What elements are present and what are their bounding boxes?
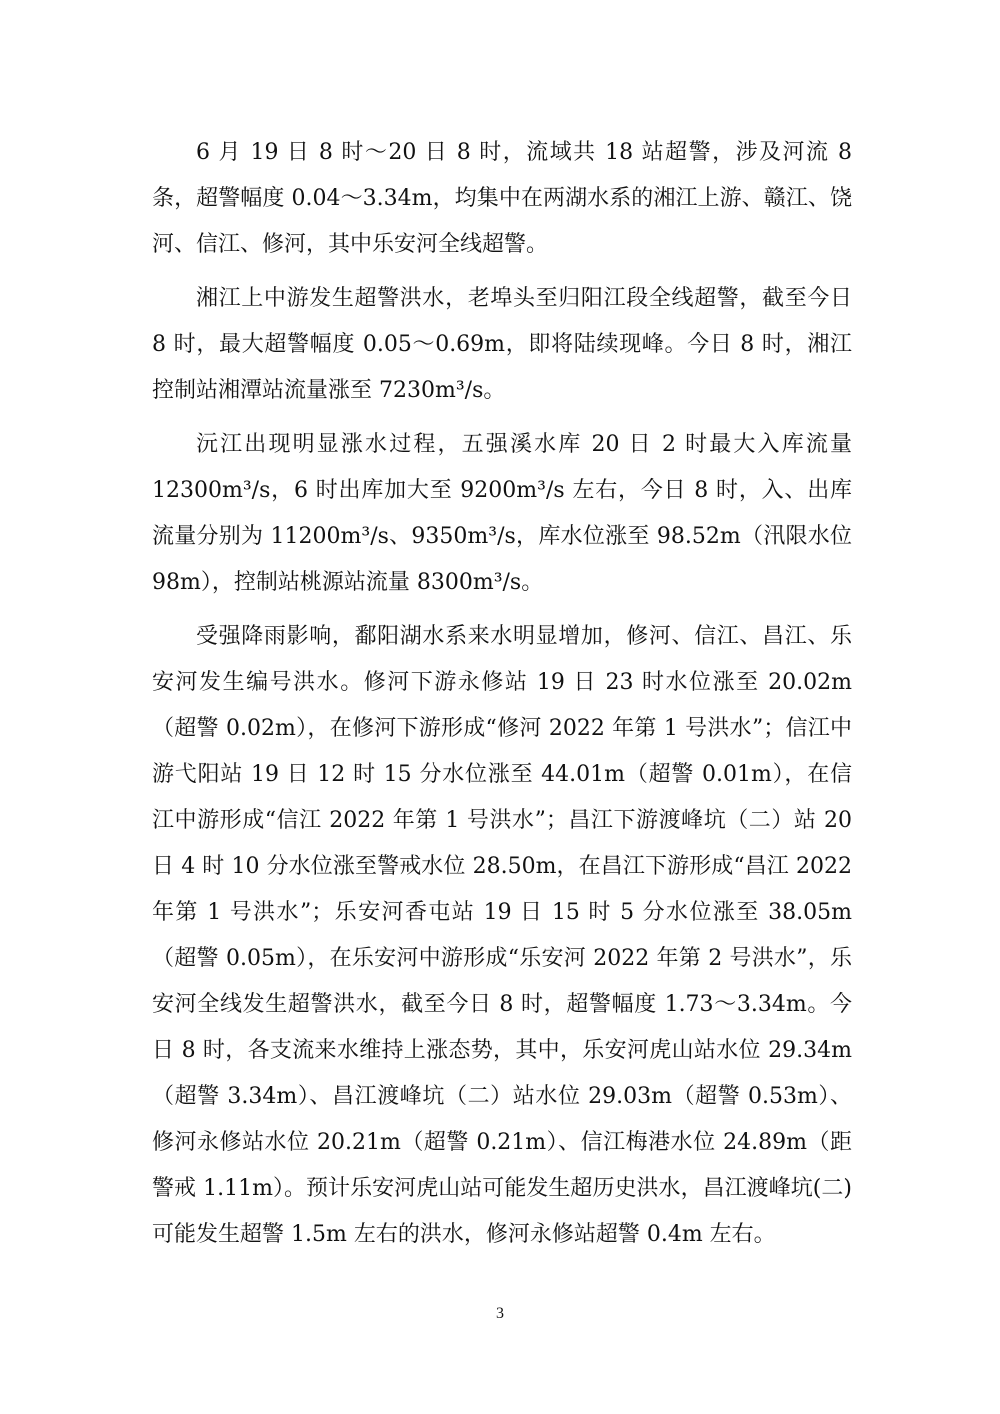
document-body: [152, 130, 852, 1266]
page-number: 3: [496, 1305, 504, 1322]
paragraph-poyang-lake: 受强降雨影响，鄱阳湖水系来水明显增加，修河、信江、昌江、乐安河发生编号洪水。修河下游永修站 19 日 23 时水位涨至 20.02m（超警 0.02m），在修河下游形成“修河 2022 年第 1 号洪水”；信江中游弋阳站 19 日 12 时 15 分水位涨至 44.01m（超警 0.01m），在信江中游形成“信江 2022 年第 1 号洪水”；昌江下游渡峰坑（二）站 20 日 4 时 10 分水位涨至警戒水位 28.50m，在昌江下游形成“昌江 2022 年第 1 号洪水”；乐安河香屯站 19 日 15 时 5 分水位涨至 38.05m（超警 0.05m），在乐安河中游形成“乐安河 2022 年第 2 号洪水”，乐安河全线发生超警洪水，截至今日 8 时，超警幅度 1.73～3.34m。今日 8 时，各支流来水维持上涨态势，其中，乐安河虎山站水位 29.34m（超警 3.34m）、昌江渡峰坑（二）站水位 29.03m（超警 0.53m）、修河永修站水位 20.21m（超警 0.21m）、信江梅港水位 24.89m（距警戒 1.11m）。预计乐安河虎山站可能发生超历史洪水，昌江渡峰坑(二)可能发生超警 1.5m 左右的洪水，修河永修站超警 0.4m 左右。: [152, 624, 852, 1247]
paragraph-xiangjiang: 湘江上中游发生超警洪水，老埠头至归阳江段全线超警，截至今日 8 时，最大超警幅度 0.05～0.69m，即将陆续现峰。今日 8 时，湘江控制站湘潭站流量涨至 7230m³/s。: [152, 286, 852, 403]
paragraph-yuanjiang: 沅江出现明显涨水过程，五强溪水库 20 日 2 时最大入库流量 12300m³/s，6 时出库加大至 9200m³/s 左右，今日 8 时，入、出库流量分别为 11200m³/s、9350m³/s，库水位涨至 98.52m（汛限水位 98m），控制站桃源站流量 8300m³/s。: [152, 432, 852, 595]
paragraph-overview: 6 月 19 日 8 时～20 日 8 时，流域共 18 站超警，涉及河流 8 条，超警幅度 0.04～3.34m，均集中在两湖水系的湘江上游、赣江、饶河、信江、修河，其中乐安河全线超警。: [152, 140, 852, 257]
